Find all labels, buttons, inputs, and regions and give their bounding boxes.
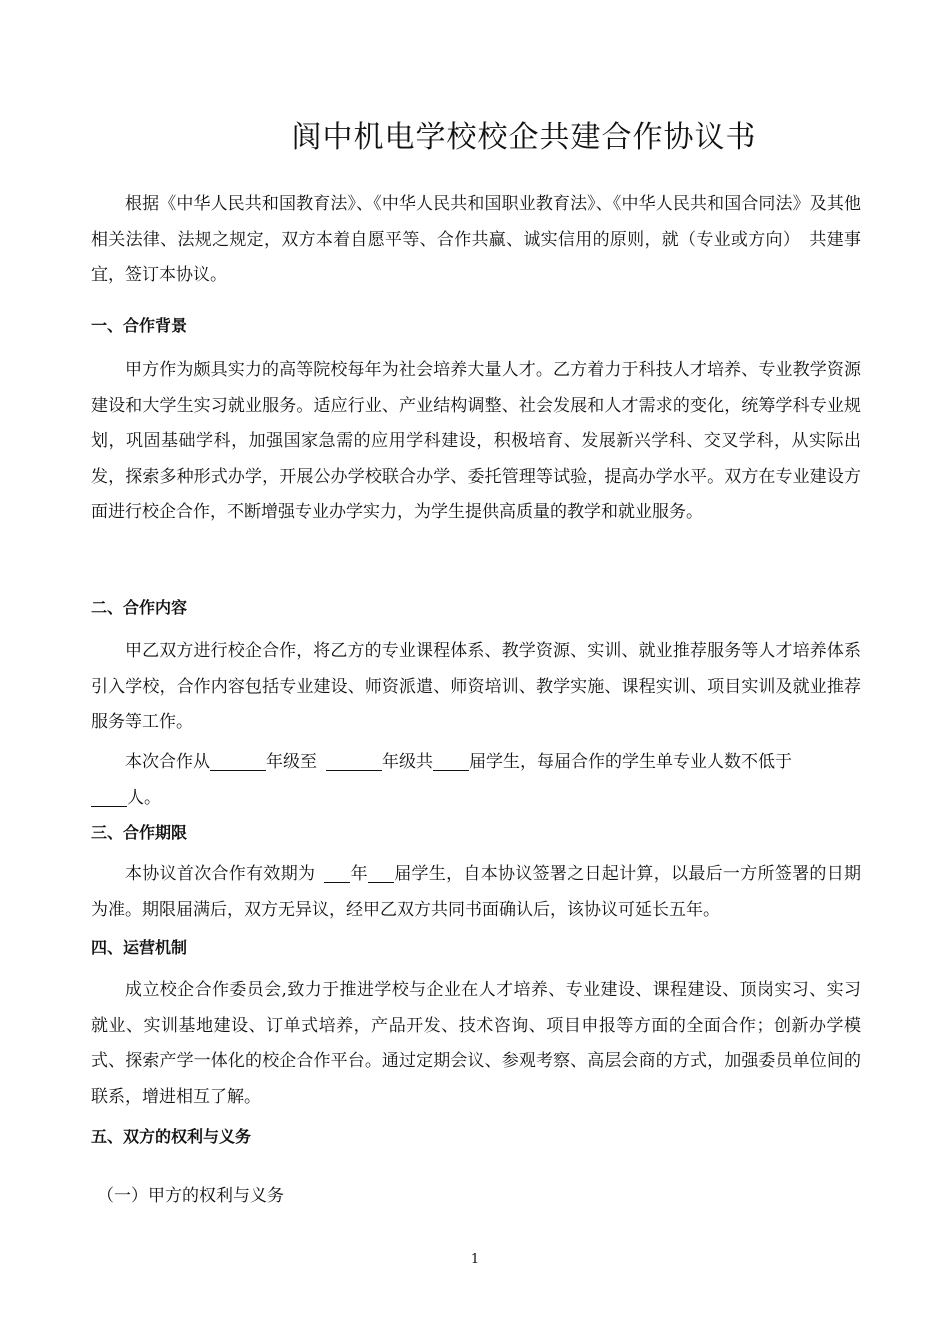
operation-paragraph: 成立校企合作委员会,致力于推进学校与企业在人才培养、专业建设、课程建设、顶岗实习、实习就业、实训基地建设、订单式培养，产品开发、技术咨询、项目申报等方面的全面合作；创新办学模式、探索产学一体化的校企合作平台。通过定期会议、参观考察、高层会商的方式，加强委员单位间的联系，增进相互了解。 [91,980,861,1107]
cohort-fill-paragraph: 本次合作从 年级至 年级共 届学生，每届合作的学生单专业人数不低于 人。 [91,745,861,816]
end-grade-blank[interactable] [326,750,382,771]
min-students-blank[interactable] [91,786,127,807]
content-paragraph: 甲乙双方进行校企合作，将乙方的专业课程体系、教学资源、实训、就业推荐服务等人才培养体系引入学校，合作内容包括专业建设、师资派遣、师资培训、教学实施、课程实训、项目实训及就业推荐服务等工作。 [91,641,861,732]
page-number: 1 [470,1252,480,1267]
section-heading-content: 二、合作内容 [91,598,188,617]
document-title: 阆中机电学校校企共建合作协议书 [291,120,757,155]
term-years-blank[interactable] [324,862,350,883]
section-heading-rights: 五、双方的权利与义务 [91,1127,252,1146]
start-grade-blank[interactable] [210,750,266,771]
background-paragraph: 甲方作为颇具实力的高等院校每年为社会培养大量人才。乙方着力于科技人才培养、专业教学资源建设和大学生实习就业服务。适应行业、产业结构调整、社会发展和人才需求的变化，统筹学科专业规划，巩固基础学科，加强国家急需的应用学科建设，积极培育、发展新兴学科、交叉学科，从实际出发，探索多种形式办学，开展公办学校联合办学、委托管理等试验，提高办学水平。双方在专业建设方面进行校企合作，不断增强专业办学实力，为学生提供高质量的教学和就业服务。 [91,360,861,522]
cohort-count-blank[interactable] [433,750,469,771]
section-heading-operation: 四、运营机制 [91,938,188,957]
subsection-party-a-rights: （一）甲方的权利与义务 [97,1186,284,1206]
section-heading-term: 三、合作期限 [91,823,188,842]
intro-paragraph: 根据《中华人民共和国教育法》、《中华人民共和国职业教育法》、《中华人民共和国合同法》及其他相关法律、法规之规定，双方本着自愿平等、合作共赢、诚实信用的原则，就（专业或方向） 共建事宜，签订本协议。 [91,194,862,285]
section-heading-background: 一、合作背景 [91,316,188,335]
term-paragraph: 本协议首次合作有效期为 年 届学生，自本协议签署之日起计算，以最后一方所签署的日期为准。期限届满后，双方无异议，经甲乙双方共同书面确认后，该协议可延长五年。 [91,864,862,920]
term-cohort-blank[interactable] [368,862,394,883]
